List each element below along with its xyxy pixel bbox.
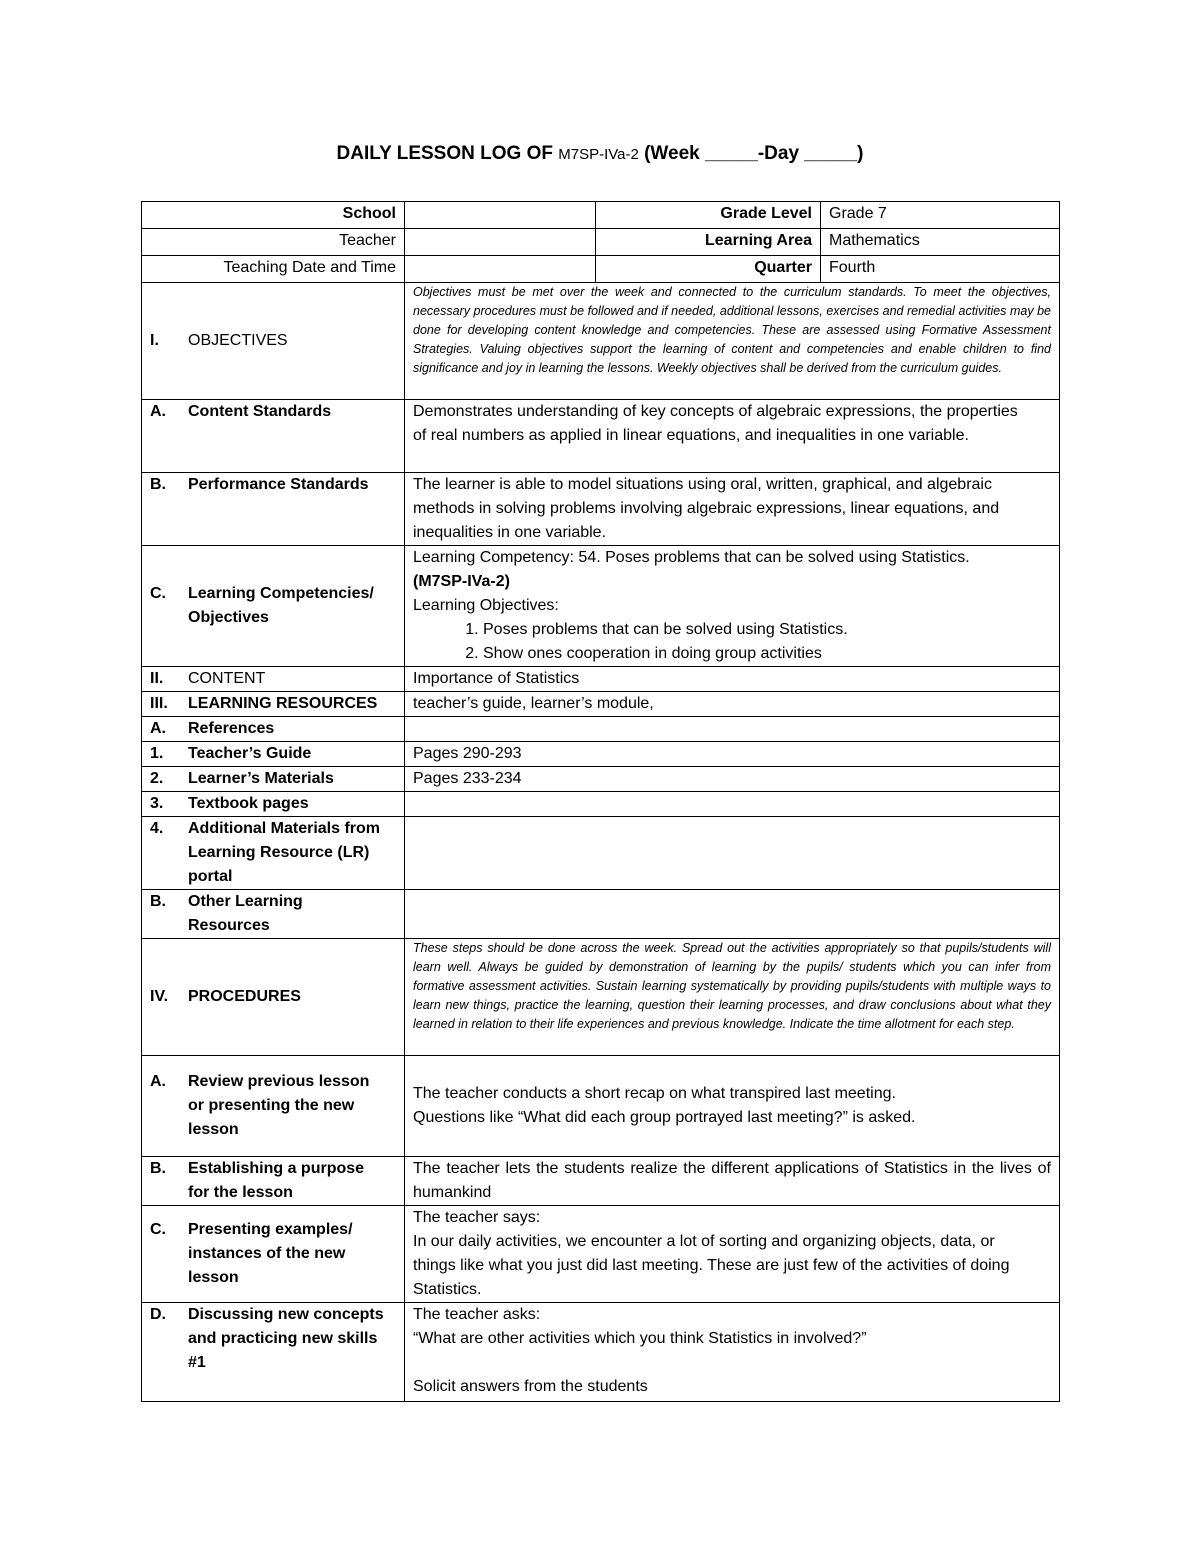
other-resources-row xyxy=(142,890,1060,939)
discussing-line-3: Solicit answers from the students xyxy=(413,1378,648,1395)
other-resources-num: B. xyxy=(150,893,166,910)
review-line-1: The teacher conducts a short recap on what transpired last meeting. xyxy=(413,1085,896,1102)
learners-materials-num: 2. xyxy=(150,770,164,787)
objective-item: 1. Poses problems that can be solved using Statistics. xyxy=(483,618,1051,642)
grade-level-label: Grade Level xyxy=(596,202,821,229)
additional-materials-label: Additional Materials from Learning Resource (LR) portal xyxy=(188,820,381,885)
title-code: M7SP-IVa-2 xyxy=(558,146,639,163)
spacer xyxy=(413,1351,1051,1375)
content-label-cell xyxy=(142,667,405,692)
teachers-guide-num: 1. xyxy=(150,745,164,762)
references-label-cell xyxy=(142,717,405,742)
review-row xyxy=(142,1056,1060,1157)
review-label: Review previous lesson or presenting the new lesson xyxy=(188,1073,370,1138)
teacher-label: Teacher xyxy=(142,229,405,256)
textbook-row xyxy=(142,792,1060,817)
content-num: II. xyxy=(150,670,164,687)
competency-text: Learning Competency: 54. Poses problems that can be solved using Statistics. xyxy=(413,549,970,566)
textbook-label: Textbook pages xyxy=(188,795,309,812)
performance-standards-row xyxy=(142,473,1060,546)
procedures-label-cell xyxy=(142,939,405,1056)
title-prefix: DAILY LESSON LOG OF xyxy=(336,143,559,164)
resources-label: LEARNING RESOURCES xyxy=(188,695,378,712)
performance-standards-label: Performance Standards xyxy=(188,476,369,493)
teachers-guide-label-cell xyxy=(142,742,405,767)
performance-standards-label-cell xyxy=(142,473,405,546)
competencies-label-cell xyxy=(142,546,405,667)
objectives-row xyxy=(142,283,1060,400)
competencies-label: Learning Competencies/ Objectives xyxy=(188,585,374,626)
procedures-num: IV. xyxy=(150,988,169,1005)
purpose-text: The teacher lets the students realize the different applications of Statistics in the lives of humankind xyxy=(405,1157,1060,1206)
examples-num: C. xyxy=(150,1221,166,1238)
teachers-guide-label: Teacher’s Guide xyxy=(188,745,312,762)
review-content xyxy=(405,1056,1060,1157)
content-label: CONTENT xyxy=(188,670,266,687)
purpose-row xyxy=(142,1157,1060,1206)
discussing-label: Discussing new concepts and practicing new skills #1 xyxy=(188,1306,384,1371)
additional-materials-num: 4. xyxy=(150,820,164,837)
learners-materials-label: Learner’s Materials xyxy=(188,770,334,787)
date-time-label: Teaching Date and Time xyxy=(142,256,405,283)
references-row xyxy=(142,717,1060,742)
content-standards-label-cell xyxy=(142,400,405,473)
competencies-content xyxy=(405,546,1060,667)
learners-materials-text: Pages 233-234 xyxy=(405,767,1060,792)
examples-label-cell xyxy=(142,1206,405,1303)
examples-label: Presenting examples/ instances of the new lesson xyxy=(188,1221,353,1286)
header-row-school xyxy=(142,202,1060,229)
textbook-num: 3. xyxy=(150,795,164,812)
content-standards-text: Demonstrates understanding of key concepts of algebraic expressions, the properties of real numbers as applied in linear equations, and inequalities in one variable. xyxy=(405,400,1060,473)
examples-line-2: In our daily activities, we encounter a lot of sorting and organizing objects, data, or things like what you just did last meeting. These are just few of the activities of doing Statistics. xyxy=(413,1233,1010,1298)
discussing-line-1: The teacher asks: xyxy=(413,1306,541,1323)
procedures-note: These steps should be done across the week. Spread out the activities appropriately so that pupils/students will learn well. Always be guided by demonstration of learning by the pupils/ students which you can infer from formative assessment activities. Sustain learning systematically by providing pupils/students with multiple ways to learn new things, practice the learning, question their learning processes, and draw conclusions about what they learned in relation to their life experiences and previous knowledge. Indicate the time allotment for each step. xyxy=(405,939,1060,1056)
content-row xyxy=(142,667,1060,692)
performance-standards-num: B. xyxy=(150,476,166,493)
learning-area-label: Learning Area xyxy=(596,229,821,256)
resources-num: III. xyxy=(150,695,168,712)
teachers-guide-text: Pages 290-293 xyxy=(405,742,1060,767)
objective-item: 2. Show ones cooperation in doing group activities xyxy=(483,642,1051,666)
teachers-guide-row xyxy=(142,742,1060,767)
date-time-value[interactable] xyxy=(405,256,596,283)
other-resources-label: Other Learning Resources xyxy=(188,893,303,934)
objectives-list xyxy=(413,618,1051,666)
other-resources-label-cell xyxy=(142,890,405,939)
examples-row xyxy=(142,1206,1060,1303)
content-standards-row xyxy=(142,400,1060,473)
other-resources-text xyxy=(405,890,1060,939)
additional-materials-label-cell xyxy=(142,817,405,890)
examples-line-1: The teacher says: xyxy=(413,1209,541,1226)
document-title xyxy=(0,143,1200,165)
review-line-2: Questions like “What did each group portrayed last meeting?” is asked. xyxy=(413,1109,916,1126)
content-standards-label: Content Standards xyxy=(188,403,332,420)
learners-materials-label-cell xyxy=(142,767,405,792)
examples-content xyxy=(405,1206,1060,1303)
additional-materials-row xyxy=(142,817,1060,890)
references-text xyxy=(405,717,1060,742)
teacher-value[interactable] xyxy=(405,229,596,256)
competency-code: (M7SP-IVa-2) xyxy=(413,573,510,590)
title-suffix: (Week _____-Day _____) xyxy=(638,143,864,164)
textbook-label-cell xyxy=(142,792,405,817)
header-row-teacher xyxy=(142,229,1060,256)
textbook-text xyxy=(405,792,1060,817)
competencies-num: C. xyxy=(150,585,166,602)
lesson-log-table xyxy=(141,201,1060,1402)
discussing-label-cell xyxy=(142,1303,405,1402)
discussing-content xyxy=(405,1303,1060,1402)
discussing-line-2: “What are other activities which you think Statistics in involved?” xyxy=(413,1330,867,1347)
content-standards-num: A. xyxy=(150,403,166,420)
discussing-num: D. xyxy=(150,1306,166,1323)
grade-level-value: Grade 7 xyxy=(821,202,1060,229)
school-label: School xyxy=(142,202,405,229)
resources-label-cell xyxy=(142,692,405,717)
learning-area-value: Mathematics xyxy=(821,229,1060,256)
discussing-row xyxy=(142,1303,1060,1402)
objectives-label: OBJECTIVES xyxy=(188,332,288,349)
competencies-row xyxy=(142,546,1060,667)
quarter-value: Fourth xyxy=(821,256,1060,283)
purpose-label-cell xyxy=(142,1157,405,1206)
objectives-label-cell xyxy=(142,283,405,400)
content-text: Importance of Statistics xyxy=(405,667,1060,692)
quarter-label: Quarter xyxy=(596,256,821,283)
performance-standards-text: The learner is able to model situations using oral, written, graphical, and algebraic methods in solving problems involving algebraic expressions, linear equations, and inequalities in one variable. xyxy=(405,473,1060,546)
objectives-note: Objectives must be met over the week and connected to the curriculum standards. To meet the objectives, necessary procedures must be followed and if needed, additional lessons, exercises and remedial activities may be done for developing content knowledge and competencies. These are assessed using Formative Assessment Strategies. Valuing objectives support the learning of content and competencies and enable children to find significance and joy in learning the lessons. Weekly objectives shall be derived from the curriculum guides. xyxy=(405,283,1060,400)
resources-row xyxy=(142,692,1060,717)
review-num: A. xyxy=(150,1073,166,1090)
objectives-num: I. xyxy=(150,332,159,349)
learners-materials-row xyxy=(142,767,1060,792)
header-row-date xyxy=(142,256,1060,283)
references-num: A. xyxy=(150,720,166,737)
purpose-label: Establishing a purpose for the lesson xyxy=(188,1160,365,1201)
additional-materials-text xyxy=(405,817,1060,890)
references-label: References xyxy=(188,720,275,737)
school-value[interactable] xyxy=(405,202,596,229)
objectives-heading: Learning Objectives: xyxy=(413,597,559,614)
resources-text: teacher’s guide, learner’s module, xyxy=(405,692,1060,717)
procedures-row xyxy=(142,939,1060,1056)
procedures-label: PROCEDURES xyxy=(188,988,301,1005)
purpose-num: B. xyxy=(150,1160,166,1177)
review-label-cell xyxy=(142,1056,405,1157)
